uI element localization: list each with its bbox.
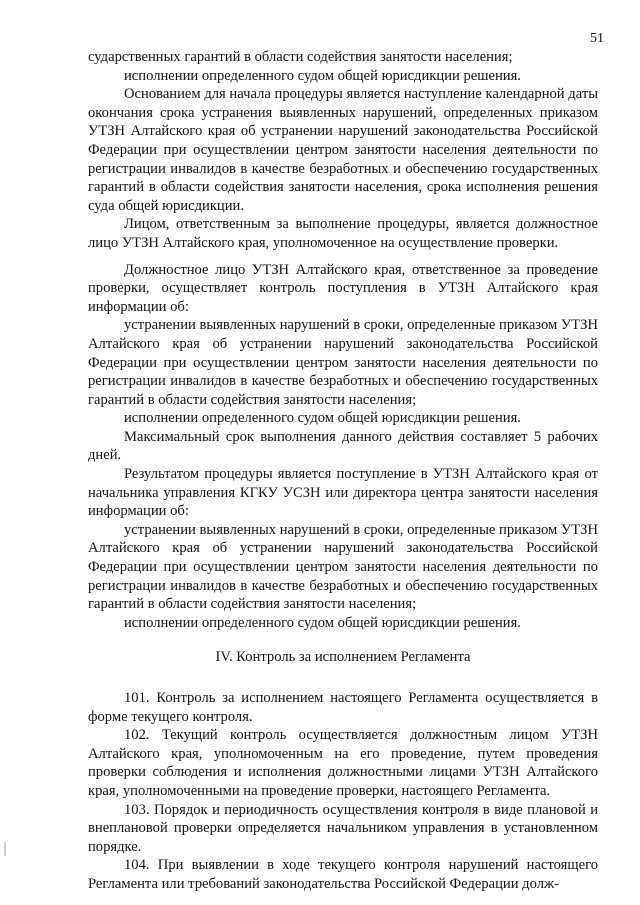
page-number: 51	[590, 31, 604, 46]
paragraph: Лицом, ответственным за выполнение процедуры, является должностное лицо УТЗН Алтайского края, уполномоченное на осуществление проверки.	[88, 216, 598, 251]
paragraph: исполнении определенного судом общей юрисдикции решения.	[124, 614, 521, 631]
clause-103: 103. Порядок и периодичность осуществления контроля в виде плановой и внеплановой проверки определяется начальником управления в установленном порядке.	[88, 801, 598, 855]
document-body	[88, 48, 598, 894]
paragraph: Результатом процедуры является поступление в УТЗН Алтайского края от начальника управления КГКУ УСЗН или директора центра занятости населения информации об:	[88, 466, 598, 520]
paragraph: сударственных гарантий в области содействия занятости населения;	[88, 49, 513, 65]
clause-102: 102. Текущий контроль осуществляется должностным лицом УТЗН Алтайского края, уполномоченным на его проведение, путем проведения проверки соблюдения и исполнения должностными лицами УТЗН Алтайского края, уполномоченными на проведение проверки, настоящего Регламента.	[88, 727, 598, 799]
paragraph: устранении выявленных нарушений в сроки, определенные приказом УТЗН Алтайского края об устранении нарушений законодательства Российской Федерации при осуществлении центром занятости населения деятельности по регистрации инвалидов в качестве безработных и обеспечению государственных гарантий в области содействия занятости населения;	[88, 317, 598, 408]
paragraph: Максимальный срок выполнения данного действия составляет 5 рабочих дней.	[88, 428, 598, 464]
section-heading: IV. Контроль за исполнением Регламента	[215, 649, 471, 666]
paragraph: исполнении определенного судом общей юрисдикции решения.	[124, 410, 521, 427]
paragraph: Основанием для начала процедуры является наступление календарной даты окончания срока устранения выявленных нарушений, определенных приказом УТЗН Алтайского края об устранении нарушений законодательства Российской Федерации при осуществлении центром занятости населения деятельности по регистрации инвалидов в качестве безработных и обеспечению государственных гарантий в области содействия занятости населения, срока исполнения решения суда общей юрисдикции.	[88, 86, 598, 214]
paragraph: устранении выявленных нарушений в сроки, определенные приказом УТЗН Алтайского края об устранении нарушений законодательства Российской Федерации при осуществлении центром занятости населения деятельности по регистрации инвалидов в качестве безработных и обеспечению государственных гарантий в области содействия занятости населения;	[88, 521, 598, 613]
scan-artifact-mark	[4, 842, 6, 856]
clause-104: 104. При выявлении в ходе текущего контроля нарушений настоящего Регламента или требований законодательства Российской Федерации долж-	[88, 857, 598, 892]
paragraph: исполнении определенного судом общей юрисдикции решения.	[124, 67, 521, 84]
clause-101: 101. Контроль за исполнением настоящего Регламента осуществляется в форме текущего контроля.	[88, 690, 598, 725]
paragraph: Должностное лицо УТЗН Алтайского края, ответственное за проведение проверки, осуществляет контроль поступления в УТЗН Алтайского края информации об:	[88, 261, 598, 315]
